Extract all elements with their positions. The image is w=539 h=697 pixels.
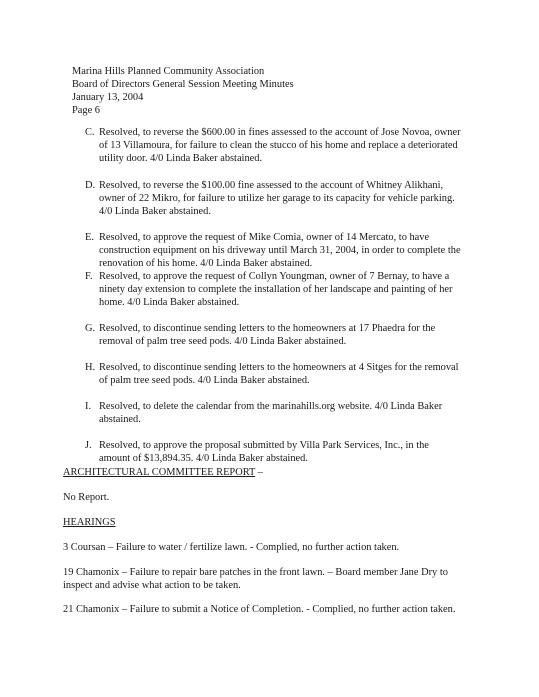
resolution-line: owner of 22 Mikro, for failure to utilize her garage to its capacity for vehicle parking. <box>99 193 455 204</box>
resolution-line: construction equipment on his driveway until March 31, 2004, in order to complete the <box>99 245 461 256</box>
resolution-line: Resolved, to reverse the $600.00 in fines assessed to the account of Jose Novoa, owner <box>99 127 461 138</box>
architectural-heading-dash: – <box>255 467 263 478</box>
resolution-text <box>99 126 477 165</box>
document-header <box>72 65 294 117</box>
resolution-line: Resolved, to reverse the $100.00 fine assessed to the account of Whitney Alikhani, <box>99 180 444 191</box>
hearing-line: 3 Coursan – Failure to water / fertilize lawn. - Complied, no further action taken. <box>63 542 400 553</box>
document-title: Board of Directors General Session Meeting Minutes <box>72 79 294 90</box>
architectural-heading: ARCHITECTURAL COMMITTEE REPORT <box>63 467 256 478</box>
resolution-text <box>99 270 477 309</box>
architectural-section-body <box>63 491 483 504</box>
hearing-line: 19 Chamonix – Failure to repair bare patches in the front lawn. – Board member Jane Dry to <box>63 567 448 578</box>
resolution-line: home. 4/0 Linda Baker abstained. <box>99 297 240 308</box>
resolution-line: renovation of his home. 4/0 Linda Baker abstained. <box>99 258 313 269</box>
resolution-letter: E. <box>85 232 94 243</box>
hearing-line: inspect and advise what action to be taken. <box>63 580 241 591</box>
resolution-line: utility door. 4/0 Linda Baker abstained. <box>99 153 263 164</box>
resolution-letter: F. <box>85 271 93 282</box>
association-name: Marina Hills Planned Community Association <box>72 66 265 77</box>
resolution-line: ninety day extension to complete the installation of her landscape and painting of her <box>99 284 453 295</box>
resolution-line: Resolved, to delete the calendar from the marinahills.org website. 4/0 Linda Baker <box>99 401 443 412</box>
hearing-item <box>63 541 483 554</box>
hearing-line: 21 Chamonix – Failure to submit a Notice of Completion. - Complied, no further action taken. <box>63 604 456 615</box>
architectural-section-heading <box>63 466 483 479</box>
resolution-letter: C. <box>85 127 95 138</box>
resolution-line: abstained. <box>99 414 141 425</box>
resolution-line: Resolved, to approve the proposal submitted by Villa Park Services, Inc., in the <box>99 440 429 451</box>
resolution-line: amount of $13,894.35. 4/0 Linda Baker abstained. <box>99 453 308 464</box>
meeting-date: January 13, 2004 <box>72 92 144 103</box>
hearing-item <box>63 566 483 592</box>
resolution-line: of 13 Villamoura, for failure to clean the stucco of his home and replace a deteriorated <box>99 140 458 151</box>
resolution-text <box>99 322 477 348</box>
resolution-line: Resolved, to approve the request of Collyn Youngman, owner of 7 Bernay, to have a <box>99 271 450 282</box>
resolution-line: 4/0 Linda Baker abstained. <box>99 206 211 217</box>
resolution-line: Resolved, to discontinue sending letters to the homeowners at 4 Sitges for the removal <box>99 362 459 373</box>
architectural-body: No Report. <box>63 492 110 503</box>
resolution-letter: H. <box>85 362 96 373</box>
hearing-item <box>63 603 483 616</box>
resolution-text <box>99 361 477 387</box>
resolution-line: removal of palm tree seed pods. 4/0 Linda Baker abstained. <box>99 336 347 347</box>
resolution-text <box>99 179 477 218</box>
resolution-text <box>99 231 477 270</box>
resolution-text <box>99 439 477 465</box>
resolution-line: Resolved, to approve the request of Mike Comia, owner of 14 Mercato, to have <box>99 232 430 243</box>
resolution-text <box>99 400 477 426</box>
resolution-letter: J. <box>85 440 92 451</box>
resolution-line: Resolved, to discontinue sending letters to the homeowners at 17 Phaedra for the <box>99 323 436 334</box>
hearings-section-heading <box>63 516 483 529</box>
hearings-heading: HEARINGS <box>63 517 116 528</box>
page-number: Page 6 <box>72 105 100 116</box>
resolution-letter: D. <box>85 180 96 191</box>
resolution-letter: I. <box>85 401 92 412</box>
resolution-letter: G. <box>85 323 96 334</box>
resolution-line: of palm tree seed pods. 4/0 Linda Baker abstained. <box>99 375 310 386</box>
